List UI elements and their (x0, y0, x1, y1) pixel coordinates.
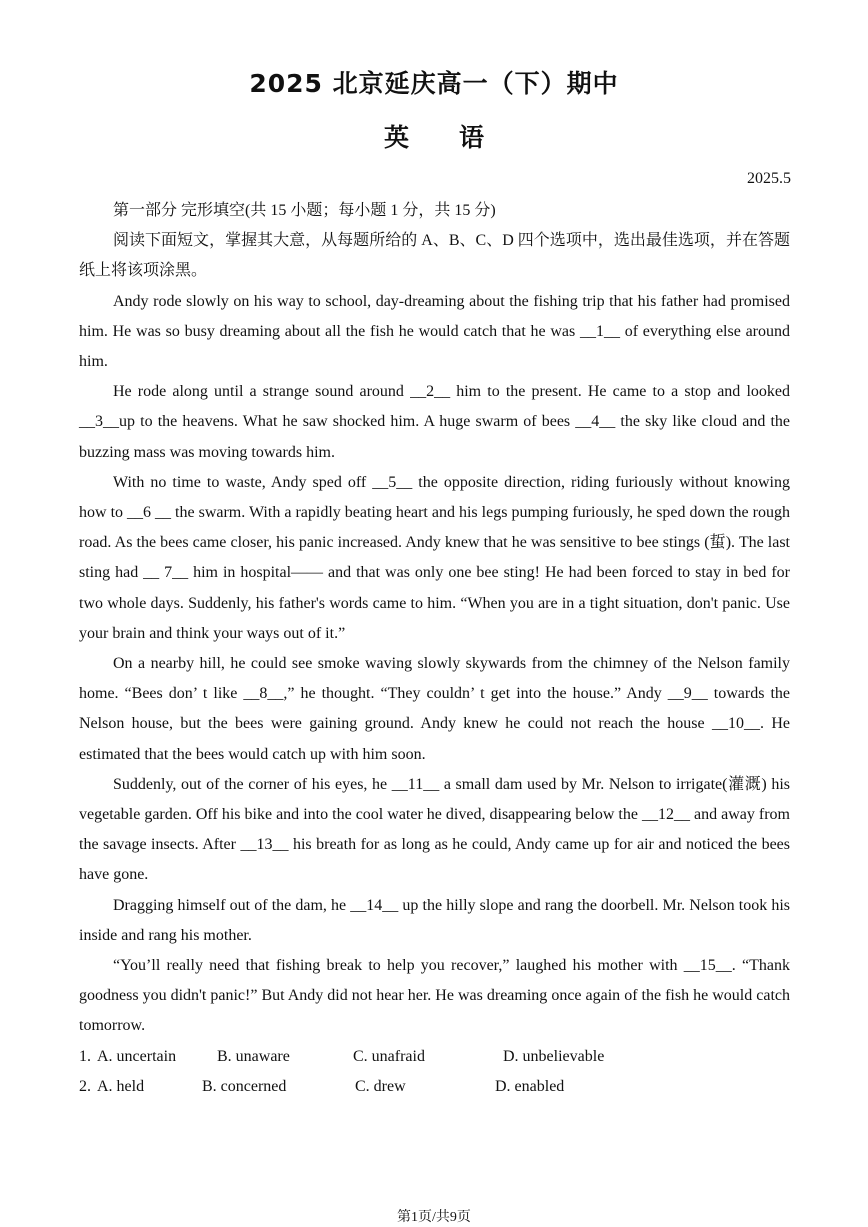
option-d: D. enabled (495, 1077, 565, 1095)
option-c: C. drew (355, 1077, 406, 1095)
question-number: 2. (79, 1077, 91, 1095)
passage-paragraph: With no time to waste, Andy sped off __5__ the opposite direction, riding furiously without knowing how to __6 __ the swarm. With a rapidly beating heart and his legs pumping furiously, he sped down the rough road. As the bees came closer, his panic increased. Andy knew that he was sensitive to bee stings (蜇). The last sting had __ 7__ him in hospital—— and that was only one bee sting! He had been forced to stay in bed for two whole days. Suddenly, his father's words came to him. “When you are in a tight situation, don't panic. Use your brain and think your ways out of it.” (79, 473, 790, 642)
question-row (79, 1042, 790, 1072)
option-c: C. unafraid (353, 1047, 425, 1065)
passage-paragraph: Suddenly, out of the corner of his eyes, he __11__ a small dam used by Mr. Nelson to irrigate(灌溉) his vegetable garden. Off his bike and into the cool water he dived, disappearing below the __12__ and away from the savage insects. After __13__ his breath for as long as he could, Andy came up for air and noticed the bees have gone. (79, 775, 790, 884)
passage-paragraph: Dragging himself out of the dam, he __14__ up the hilly slope and rang the doorbell. Mr. Nelson took his inside and rang his mother. (79, 896, 790, 944)
instruction: 阅读下面短文，掌握其大意，从每题所给的 A、B、C、D 四个选项中，选出最佳选项，并在答题纸上将该项涂黑。 (79, 232, 790, 280)
exam-title: 2025 北京延庆高一（下）期中 (249, 69, 619, 98)
option-b: B. concerned (202, 1077, 287, 1095)
option-a: A. held (97, 1077, 145, 1095)
answer-options (79, 1042, 790, 1102)
passage-paragraph: Andy rode slowly on his way to school, day-dreaming about the fishing trip that his father had promised him. He was so busy dreaming about all the fish he would catch that he was __1__ of everything else around him. (79, 292, 790, 371)
option-a: A. uncertain (97, 1047, 177, 1065)
exam-body (79, 196, 790, 1102)
subject-title: 英语 (383, 123, 534, 152)
question-number: 1. (79, 1047, 91, 1065)
section-header: 第一部分 完形填空(共 15 小题；每小题 1 分，共 15 分) (113, 202, 496, 219)
page-footer: 第1页/共9页 (397, 1210, 471, 1225)
exam-date: 2025.5 (747, 170, 791, 187)
option-b: B. unaware (217, 1047, 290, 1065)
option-d: D. unbelievable (503, 1047, 605, 1065)
question-row (79, 1072, 790, 1102)
passage-paragraph: On a nearby hill, he could see smoke waving slowly skywards from the chimney of the Nelson family home. “Bees don’ t like __8__,” he thought. “They couldn’ t get into the house.” Andy __9__ towards the Nelson house, but the bees were gaining ground. Andy knew he could not reach the house __10__. He estimated that the bees would catch up with him soon. (79, 655, 790, 763)
passage-paragraph: He rode along until a strange sound around __2__ him to the present. He came to a stop and looked __3__up to the heavens. What he saw shocked him. A huge swarm of bees __4__ the sky like cloud and the buzzing mass was moving towards him. (79, 383, 790, 461)
passage-paragraph: “You’ll really need that fishing break to help you recover,” laughed his mother with __15__. “Thank goodness you didn't panic!” But Andy did not hear her. He was dreaming once again of the fish he would catch tomorrow. (79, 957, 790, 1035)
